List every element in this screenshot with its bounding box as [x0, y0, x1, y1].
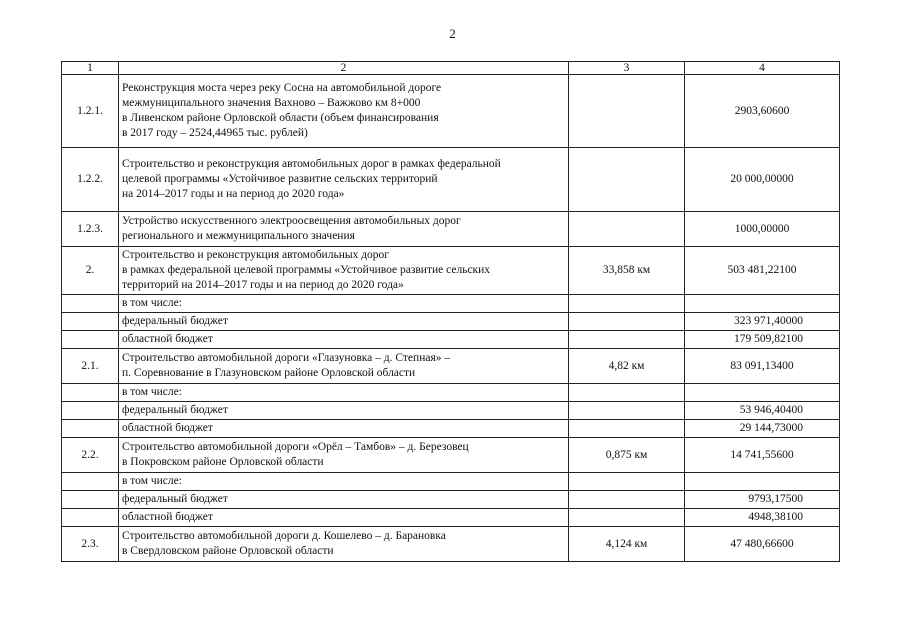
row-number: 1.2.2.: [62, 148, 119, 212]
row-number: [62, 509, 119, 527]
row-length: [569, 75, 685, 148]
row-description: [119, 247, 569, 295]
row-description: [119, 212, 569, 247]
row-description: [119, 473, 569, 491]
description-line: территорий на 2014–2017 годы и на период до 2020 года»: [122, 279, 404, 291]
row-length: [569, 384, 685, 402]
row-description: [119, 491, 569, 509]
table-row: [62, 420, 840, 438]
row-description: [119, 384, 569, 402]
row-amount: 20 000,00000: [685, 148, 840, 212]
row-length: [569, 148, 685, 212]
description-line: федеральный бюджет: [122, 315, 228, 327]
row-amount: 47 480,66600: [685, 527, 840, 562]
row-length: [569, 212, 685, 247]
table-row: [62, 438, 840, 473]
row-number: [62, 331, 119, 349]
description-line: в Свердловском районе Орловской области: [122, 545, 334, 557]
description-line: на 2014–2017 годы и на период до 2020 года»: [122, 188, 345, 200]
row-number: 2.3.: [62, 527, 119, 562]
row-amount: 1000,00000: [685, 212, 840, 247]
row-length: 4,82 км: [569, 349, 685, 384]
row-number: [62, 295, 119, 313]
row-description: [119, 438, 569, 473]
row-amount: 29 144,73000: [685, 420, 840, 438]
table-row: [62, 331, 840, 349]
table-row: [62, 384, 840, 402]
table-row: [62, 402, 840, 420]
description-line: Строительство автомобильной дороги д. Кошелево – д. Барановка: [122, 530, 446, 542]
description-line: областной бюджет: [122, 422, 213, 434]
table-row: [62, 349, 840, 384]
row-number: [62, 491, 119, 509]
row-number: 2.1.: [62, 349, 119, 384]
description-line: Устройство искусственного электроосвещения автомобильных дорог: [122, 215, 461, 227]
header-row: [62, 62, 840, 75]
row-number: [62, 420, 119, 438]
table-row: [62, 247, 840, 295]
row-amount: 503 481,22100: [685, 247, 840, 295]
description-line: в рамках федеральной целевой программы «Устойчивое развитие сельских: [122, 264, 491, 276]
description-line: Строительство автомобильной дороги «Глазуновка – д. Степная» –: [122, 352, 451, 364]
row-amount: 179 509,82100: [685, 331, 840, 349]
description-line: в том числе:: [122, 297, 182, 309]
row-length: [569, 473, 685, 491]
page-number: 2: [449, 26, 456, 41]
table-row: [62, 473, 840, 491]
row-amount: 323 971,40000: [685, 313, 840, 331]
row-amount: 53 946,40400: [685, 402, 840, 420]
description-line: Строительство и реконструкция автомобильных дорог: [122, 249, 390, 261]
row-length: [569, 491, 685, 509]
row-length: [569, 420, 685, 438]
description-line: в 2017 году – 2524,44965 тыс. рублей): [122, 127, 308, 139]
row-amount: 14 741,55600: [685, 438, 840, 473]
row-number: [62, 402, 119, 420]
description-line: регионального и межмуниципального значения: [122, 230, 355, 242]
table-row: [62, 527, 840, 562]
row-amount: [685, 384, 840, 402]
row-length: [569, 295, 685, 313]
description-line: в Покровском районе Орловской области: [122, 456, 324, 468]
description-line: областной бюджет: [122, 511, 213, 523]
row-length: [569, 313, 685, 331]
row-number: 1.2.3.: [62, 212, 119, 247]
row-description: [119, 420, 569, 438]
table-row: [62, 75, 840, 148]
row-description: [119, 402, 569, 420]
row-amount: 9793,17500: [685, 491, 840, 509]
row-description: [119, 331, 569, 349]
row-amount: [685, 295, 840, 313]
row-number: [62, 384, 119, 402]
table-row: [62, 491, 840, 509]
row-amount: [685, 473, 840, 491]
row-length: 33,858 км: [569, 247, 685, 295]
table-row: [62, 148, 840, 212]
row-length: [569, 331, 685, 349]
row-description: [119, 75, 569, 148]
table-header: [62, 62, 840, 75]
row-number: 1.2.1.: [62, 75, 119, 148]
table-body: [62, 75, 840, 562]
row-length: 4,124 км: [569, 527, 685, 562]
column-header-3: 3: [569, 62, 685, 75]
row-description: [119, 509, 569, 527]
row-number: 2.: [62, 247, 119, 295]
description-line: целевой программы «Устойчивое развитие сельских территорий: [122, 173, 438, 185]
row-number: [62, 473, 119, 491]
column-header-1: 1: [62, 62, 119, 75]
row-length: [569, 402, 685, 420]
table-row: [62, 509, 840, 527]
row-number: 2.2.: [62, 438, 119, 473]
row-length: 0,875 км: [569, 438, 685, 473]
description-line: в том числе:: [122, 386, 182, 398]
table-row: [62, 295, 840, 313]
description-line: в Ливенском районе Орловской области (объем финансирования: [122, 112, 439, 124]
row-length: [569, 509, 685, 527]
column-header-4: 4: [685, 62, 840, 75]
description-line: межмуниципального значения Вахново – Важжово км 8+000: [122, 97, 421, 109]
budget-table: [61, 61, 840, 562]
description-line: п. Соревнование в Глазуновском районе Орловской области: [122, 367, 416, 379]
row-description: [119, 313, 569, 331]
description-line: федеральный бюджет: [122, 404, 228, 416]
description-line: Строительство и реконструкция автомобильных дорог в рамках федеральной: [122, 158, 501, 170]
table-row: [62, 212, 840, 247]
row-description: [119, 295, 569, 313]
description-line: областной бюджет: [122, 333, 213, 345]
row-amount: 2903,60600: [685, 75, 840, 148]
row-description: [119, 148, 569, 212]
row-amount: 83 091,13400: [685, 349, 840, 384]
row-amount: 4948,38100: [685, 509, 840, 527]
description-line: в том числе:: [122, 475, 182, 487]
row-description: [119, 349, 569, 384]
row-description: [119, 527, 569, 562]
table-row: [62, 313, 840, 331]
description-line: федеральный бюджет: [122, 493, 228, 505]
description-line: Реконструкция моста через реку Сосна на автомобильной дороге: [122, 82, 442, 94]
description-line: Строительство автомобильной дороги «Орёл – Тамбов» – д. Березовец: [122, 441, 469, 453]
column-header-2: 2: [119, 62, 569, 75]
row-number: [62, 313, 119, 331]
